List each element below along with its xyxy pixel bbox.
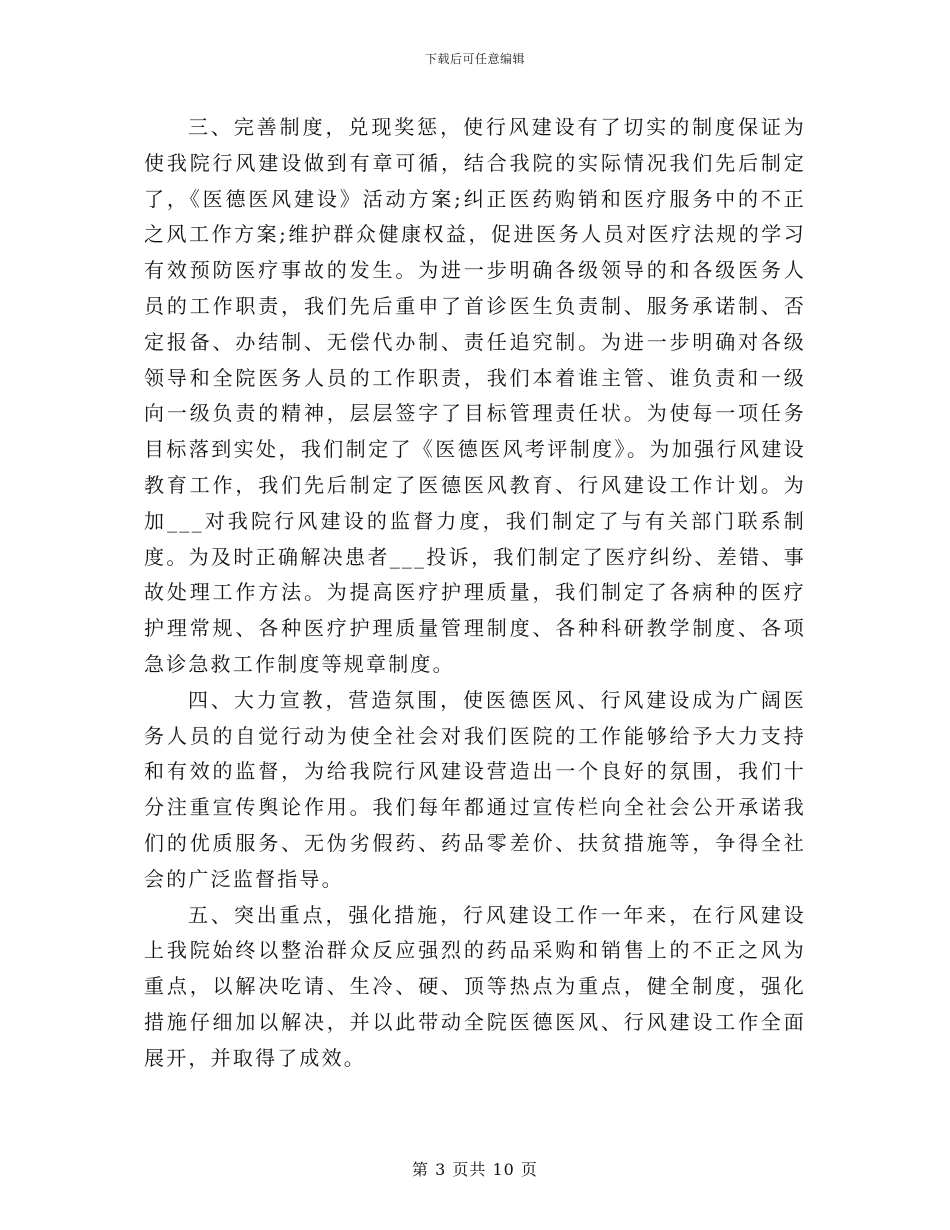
paragraph-3-system: 三、完善制度，兑现奖惩，使行风建设有了切实的制度保证为使我院行风建设做到有章可循，结合我院的实际情况我们先后制定了，《医德医风建设》活动方案;纠正医药购销和医疗服务中的不正之风工作方案;维护群众健康权益，促进医务人员对医疗法规的学习有效预防医疗事故的发生。为进一步明确各级领导的和各级医务人员的工作职责，我们先后重申了首诊医生负责制、服务承诺制、否定报备、办结制、无偿代办制、责任追究制。为进一步明确对各级领导和全院医务人员的工作职责，我们本着谁主管、谁负责和一级向一级负责的精神，层层签字了目标管理责任状。为使每一项任务目标落到实处，我们制定了《医德医风考评制度》。为加强行风建设教育工作，我们先后制定了医德医风教育、行风建设工作计划。为加___对我院行风建设的监督力度，我们制定了与有关部门联系制度。为及时正确解决患者___投诉，我们制定了医疗纠纷、差错、事故处理工作方法。为提高医疗护理质量，我们制定了各病种的医疗护理常规、各种医疗护理质量管理制度、各种科研教学制度、各项急诊急救工作制度等规章制度。 bbox=[144, 115, 806, 676]
paragraph-5-priorities: 五、突出重点，强化措施，行风建设工作一年来，在行风建设上我院始终以整治群众反应强烈的药品采购和销售上的不正之风为重点，以解决吃请、生冷、硬、顶等热点为重点，健全制度，强化措施仔细加以解决，并以此带动全院医德医风、行风建设工作全面展开，并取得了成效。 bbox=[144, 902, 806, 1070]
paragraph-4-publicity: 四、大力宣教，营造氛围，使医德医风、行风建设成为广阔医务人员的自觉行动为使全社会对我们医院的工作能够给予大力支持和有效的监督，为给我院行风建设营造出一个良好的氛围，我们十分注重宣传舆论作用。我们每年都通过宣传栏向全社会公开承诺我们的优质服务、无伪劣假药、药品零差价、扶贫措施等，争得全社会的广泛监督指导。 bbox=[144, 687, 806, 891]
page-number: 第 3 页共 10 页 bbox=[412, 1160, 538, 1179]
document-body bbox=[144, 110, 806, 1077]
header-note: 下载后可任意编辑 bbox=[424, 52, 525, 66]
